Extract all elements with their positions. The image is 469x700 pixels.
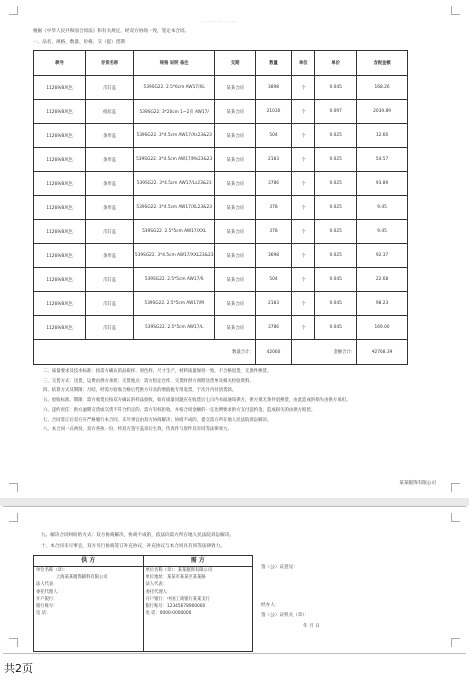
table-row xyxy=(34,316,408,340)
document-page-1 xyxy=(3,0,466,499)
table-cell: 539SG22. 3*20cm 1~2页 AW17/ xyxy=(133,100,215,124)
table-cell: 539SG22. 2.5*5cm AW17/XXL xyxy=(133,220,215,244)
table-row xyxy=(34,148,408,172)
buyer-block xyxy=(143,567,253,652)
table-cell: 11269/8风色 xyxy=(34,244,86,268)
table-cell: 11269/8风色 xyxy=(34,316,86,340)
table-cell: 12.60 xyxy=(357,124,408,148)
table-cell: 个 xyxy=(292,172,315,196)
table-cell: 0.045 xyxy=(315,268,357,292)
table-row xyxy=(34,124,408,148)
table-row xyxy=(34,100,408,124)
table-cell: 9.45 xyxy=(357,196,408,220)
table-cell: 某某合同 xyxy=(215,268,255,292)
supplier-field: 银行账号： xyxy=(36,604,58,610)
table-cell: 某某合同 xyxy=(215,196,255,220)
table-row xyxy=(34,244,408,268)
header-cell: 含税金额 xyxy=(357,51,408,76)
table-cell: 22.68 xyxy=(357,268,408,292)
table-cell: 某某合同 xyxy=(215,244,255,268)
table-cell: 21030 xyxy=(255,100,291,124)
table-cell: 纸状盖 xyxy=(86,100,134,124)
signature-table xyxy=(33,555,253,652)
items-table xyxy=(33,50,408,365)
clause: 四、结算方式及期限：月结，经需方验收合格后凭供方开具的增值税专用发票，于次月内付清货款。 xyxy=(43,388,237,394)
table-cell: 0.025 xyxy=(315,148,357,172)
approval-line: 经办人： xyxy=(261,603,280,608)
table-cell: 3898 xyxy=(255,76,291,100)
table-cell: 11269/8风色 xyxy=(34,124,86,148)
table-row xyxy=(34,76,408,100)
table-cell: 某某合同 xyxy=(215,76,255,100)
page-count: 共2页 xyxy=(4,662,33,675)
table-cell: 0.025 xyxy=(315,124,357,148)
table-cell: 个 xyxy=(292,292,315,316)
table-cell: 539SG22. 2.5*5cm AW17/S xyxy=(133,268,215,292)
header-cell: 单位 xyxy=(292,51,315,76)
table-cell: 某某合同 xyxy=(215,124,255,148)
table-cell: 条形盖 xyxy=(86,148,134,172)
buyer-header: 需 方 xyxy=(143,556,253,567)
table-cell: 个 xyxy=(292,100,315,124)
crop-mark xyxy=(9,483,18,492)
table-cell: 某某合同 xyxy=(215,100,255,124)
buyer-field: 法人代表： xyxy=(145,582,167,588)
table-row xyxy=(34,172,408,196)
table-cell: 某某合同 xyxy=(215,220,255,244)
crop-mark xyxy=(9,638,18,647)
crop-mark xyxy=(451,483,460,492)
clause: 五、验收标准、期限：需方收货后按双方确认的样品验收，如有质量问题应在收货后七日内书面通知供方，供方须无条件退换货，由此造成的损失由供方承担。 xyxy=(43,398,351,404)
table-cell: 条形盖 xyxy=(86,244,134,268)
table-cell: 0.025 xyxy=(315,220,357,244)
buyer-field: 电 话：0000-0000000 xyxy=(145,611,192,617)
table-cell: 爪钉盖 xyxy=(86,76,134,100)
crop-mark xyxy=(9,513,18,522)
supplier-block xyxy=(34,567,144,652)
table-cell: 0.045 xyxy=(315,292,357,316)
table-cell: 个 xyxy=(292,316,315,340)
supplier-field: 法人代表： xyxy=(36,582,58,588)
table-cell: 11269/8风色 xyxy=(34,220,86,244)
total-amount: ¥2768.39 xyxy=(357,340,408,365)
table-cell: 11269/8风色 xyxy=(34,292,86,316)
table-cell: 539SG22. 2.5*5cm AW17/L xyxy=(133,316,215,340)
clause-9: 九、解决合同纠纷的方式：双方协商解决，协商不成的，依法向需方所在地人民法院诉讼解决。 xyxy=(41,533,234,538)
table-cell: 0.025 xyxy=(315,244,357,268)
table-cell: 539SG22. 3*4.5cm AW17/Ms23&23 xyxy=(133,148,215,172)
table-cell: 0.025 xyxy=(315,172,357,196)
buyer-field: 单位地址：某某市某某区某某路 xyxy=(145,575,206,581)
table-cell: 9.45 xyxy=(357,220,408,244)
table-cell: 93.89 xyxy=(357,172,408,196)
table-cell: 个 xyxy=(292,124,315,148)
supplier-field: 单位名称（章）： xyxy=(36,568,69,573)
table-cell: 2183 xyxy=(255,148,291,172)
header-cell: 交期 xyxy=(215,51,255,76)
table-cell: 539SG22. 3*4.5cm AW17/Xs23&23 xyxy=(133,124,215,148)
intro-line: 根据《中华人民共和国合同法》和有关规定，经双方协商一致，签定本合同。 xyxy=(33,29,190,34)
header-cell: 存货名称 xyxy=(86,51,134,76)
table-cell: 个 xyxy=(292,244,315,268)
table-cell: 539SG22. 2.5*5cm AW17/M xyxy=(133,292,215,316)
approval-date: 年 月 日 xyxy=(303,624,320,629)
table-cell: 54.57 xyxy=(357,148,408,172)
section-title: 一、品名、规格、数量、价格、交（提）货期 xyxy=(33,40,125,45)
header-cell: 单价 xyxy=(315,51,357,76)
table-cell: 某某合同 xyxy=(215,148,255,172)
table-cell: 个 xyxy=(292,196,315,220)
table-cell: 11269/8风色 xyxy=(34,172,86,196)
approval-line: 签（公）证意见： xyxy=(261,565,298,570)
table-cell: 0.045 xyxy=(315,316,357,340)
total-qty-label: 数量合计: xyxy=(34,340,256,365)
table-cell: 条形盖 xyxy=(86,196,134,220)
table-cell: 条形盖 xyxy=(86,124,134,148)
table-cell: 0.097 xyxy=(315,100,357,124)
table-cell: 2183 xyxy=(255,292,291,316)
table-row xyxy=(34,220,408,244)
top-fragment: · · · · · · · · · · · · xyxy=(203,20,237,25)
table-cell: 539SG22. 2.5*6cm AW17/XL xyxy=(133,76,215,100)
table-cell: 11269/8风色 xyxy=(34,268,86,292)
buyer-field: 开户银行：中国工商银行某某支行 xyxy=(145,596,210,602)
crop-mark xyxy=(451,638,460,647)
table-row xyxy=(34,268,408,292)
clause-10: 十、本合同未尽事宜，双方另行协商签订补充协议，补充协议与本合同具有同等法律效力。 xyxy=(41,544,225,549)
crop-mark xyxy=(9,6,18,15)
table-row xyxy=(34,292,408,316)
table-cell: 爪钉盖 xyxy=(86,316,134,340)
table-cell: 11269/8风色 xyxy=(34,196,86,220)
table-cell: 3698 xyxy=(255,244,291,268)
supplier-field: 委托代理人： xyxy=(36,589,62,595)
table-cell: 92.37 xyxy=(357,244,408,268)
table-cell: 某某合同 xyxy=(215,292,255,316)
table-cell: 504 xyxy=(255,124,291,148)
table-cell: 爪钉盖 xyxy=(86,220,134,244)
table-cell: 169.00 xyxy=(357,316,408,340)
clause: 二、质量要求及技术标准：按需方确认的品质样、原色样、尺寸生产，材料质量保持一致，不合格退货，无条件换货。 xyxy=(43,369,272,374)
supplier-header: 供 方 xyxy=(34,556,144,567)
clause: 三、交货方式：送货，运费由供方承担；交货地点：需方指定仓库，交货时供方须附送货单及相关检验资料。 xyxy=(43,378,254,384)
crop-mark xyxy=(451,513,460,522)
table-cell: 0.025 xyxy=(315,196,357,220)
table-cell: 539SG22. 3*4.5cm AW17/XXL23&23 xyxy=(133,244,215,268)
supplier-field: 开户银行： xyxy=(36,596,58,602)
table-cell: 168.26 xyxy=(357,76,408,100)
supplier-field: 电 话： xyxy=(36,611,51,617)
table-cell: 98.23 xyxy=(357,292,408,316)
clause: 六、违约责任：供方逾期交货或交货不符合约定的，需方有权拒收，并按合同金额的一定比例要求供方支付违约金，造成损失的由供方赔偿。 xyxy=(43,407,316,413)
table-cell: 378 xyxy=(255,220,291,244)
buyer-field: 委托代理人： xyxy=(145,589,172,595)
table-header-row xyxy=(34,51,408,76)
table-cell: 条形盖 xyxy=(86,172,134,196)
page-gap xyxy=(0,498,469,506)
table-cell: 539SG22. 3*4.5cm AW17/Ls23&23 xyxy=(133,172,215,196)
header-cell: 规格 说明 备注 xyxy=(133,51,215,76)
table-cell: 504 xyxy=(255,268,291,292)
header-cell: 数量 xyxy=(255,51,291,76)
table-cell: 11269/8风色 xyxy=(34,100,86,124)
table-cell: 个 xyxy=(292,148,315,172)
table-cell: 某某合同 xyxy=(215,172,255,196)
clause: 八、本合同一式两份，双方各执一份，经双方签字盖章后生效，传真件与原件具有同等法律效力。 xyxy=(43,427,232,433)
table-cell: 2039.89 xyxy=(357,100,408,124)
table-cell: 3786 xyxy=(255,316,291,340)
table-cell: 个 xyxy=(292,76,315,100)
company-signature: 某某服饰有限公司 xyxy=(399,481,436,486)
table-cell: 爪钉盖 xyxy=(86,292,134,316)
table-cell: 个 xyxy=(292,268,315,292)
buyer-field: 单位名称（章）：某某服饰有限公司 xyxy=(145,568,213,573)
table-cell: 3786 xyxy=(255,172,291,196)
clause: 七、合同签订后双方应严格履行本合同，未尽事宜由双方协商解决；协商不成的，提交需方所在地人民法院诉讼解决。 xyxy=(43,417,272,423)
approval-line: 签（公）证机关（章）： xyxy=(261,613,310,618)
totals-row xyxy=(34,340,408,365)
total-amount-label: 金额合计: xyxy=(292,340,357,365)
table-cell: 378 xyxy=(255,196,291,220)
header-cell: 款号 xyxy=(34,51,86,76)
table-row xyxy=(34,196,408,220)
table-cell: 爪钉盖 xyxy=(86,268,134,292)
table-cell: 某某合同 xyxy=(215,316,255,340)
buyer-field: 银行账号：12345678900000 xyxy=(145,604,206,610)
total-qty: 42060 xyxy=(255,340,291,365)
table-cell: 539SG22. 3*4.5cm AW17/XL23&23 xyxy=(133,196,215,220)
supplier-name: 上海某某服饰辅料有限公司 xyxy=(56,575,108,581)
contract-clauses xyxy=(43,369,413,437)
crop-mark xyxy=(451,6,460,15)
table-cell: 个 xyxy=(292,220,315,244)
table-cell: 11269/8风色 xyxy=(34,148,86,172)
table-cell: 11269/8风色 xyxy=(34,76,86,100)
table-cell: 0.045 xyxy=(315,76,357,100)
